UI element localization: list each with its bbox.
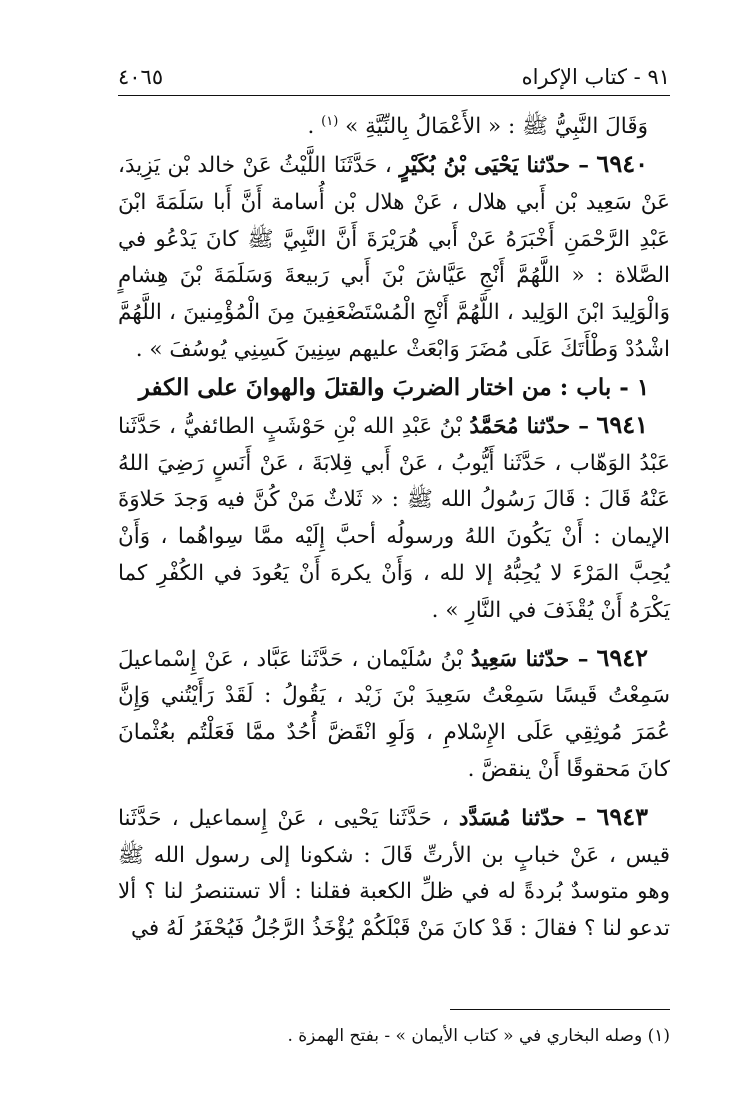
- hadith-lead: – حدّثنا يَحْيَى بْنُ بُكَيْرٍ: [399, 152, 589, 178]
- hadith-6943: [118, 799, 670, 948]
- chapter-title: ١ - باب : من اختار الضربَ والقتلَ والهوانَ على الكفر: [138, 373, 650, 401]
- intro-line: وَقَالَ النَّبِيُّ ﷺ : « الأَعْمَالُ بِالنِّيَّةِ » $^{(١)}$ .: [307, 114, 648, 140]
- section-title: ٩١ - كتاب الإكراه: [521, 65, 670, 89]
- paragraph-gap: [118, 630, 670, 640]
- hadith-lead: – حدّثنا سَعِيدُ: [470, 646, 589, 672]
- page-number: ٤٠٦٥: [118, 65, 164, 89]
- hadith-number: ٦٩٤٣: [596, 801, 648, 831]
- book-page: [118, 62, 670, 1062]
- hadith-6940: [118, 146, 670, 369]
- hadith-text: ، حَدَّثَنَا اللَّيْثُ عَنْ خالد بْن يَزِيدَ، عَنْ سَعِيد بْن أَبي هلال ، عَنْ هلال بْن أُسامة أَنَّ أَبا سَلَمَةَ ابْنَ عَبْدِ الرَّحْمَنِ أَخْبَرَهُ عَنْ أَبي هُرَيْرَةَ أَنَّ النَّبِيَّ ﷺ كانَ يَدْعُو في الصَّلاة : « اللَّهُمَّ أَنْجِ عَيَّاشَ بْنَ أَبي رَبيعةَ وَسَلَمَةَ بْنَ هِشامٍ وَالْوَلِيدَ ابْنَ الوَلِيد ، اللَّهُمَّ أَنْجِ الْمُسْتَضْعَفِينَ مِنَ الْمُؤْمِنينَ ، اللَّهُمَّ اشْدُدْ وَطْأَتَكَ عَلَى مُضَرَ وَابْعَثْ عليهم سِنِينَ كَسِنِي يُوسُفَ » .: [118, 152, 670, 362]
- hadith-lead: – حدّثنا مُحَمَّدُ: [469, 413, 589, 439]
- footnote-ref: (١): [321, 114, 339, 129]
- footnote: (١) وصله البخاري في « كتاب الأيمان » - بفتح الهمزة .: [287, 1026, 670, 1046]
- hadith-lead: – حدّثنا مُسَدَّد: [458, 805, 587, 831]
- running-header: [118, 62, 670, 96]
- hadith-text: بْنُ عَبْدِ الله بْنِ حَوْشَبٍ الطائفيُّ ، حَدَّثَنا عَبْدُ الوَهّاب ، حَدَّثَنا أَيُّوبُ ، عَنْ أَبي قِلابَةَ ، عَنْ أَنَسٍ رَضِيَ اللهُ عَنْهُ قَالَ : قَالَ رَسُولُ الله ﷺ : « ثَلاثٌ مَنْ كُنَّ فيه وَجدَ حَلاوَةَ الإيمان : أَنْ يَكُونَ اللهُ ورسولُه أحبَّ إِلَيْه ممَّا سِواهُما ، وَأَنْ يُحِبَّ المَرْءَ لا يُحِبُّهُ إلا لله ، وَأَنْ يكرهَ أَنْ يَعُودَ في الكُفْرِ كما يَكْرَهُ أَنْ يُقْذَفَ في النَّارِ » .: [118, 413, 670, 623]
- hadith-text: ، حَدَّثَنا يَحْيى ، عَنْ إِسماعيل ، حَدَّثَنا قيس ، عَنْ خبابٍ بن الأرتِّ قَالَ : شكونا إلى رسول الله ﷺ وهو متوسدٌ بُردةً له في ظلِّ الكعبة فقلنا : ألا تستنصرُ لنا ؟ ألا تدعو لنا ؟ فقالَ : قَدْ كانَ مَنْ قَبْلَكُمْ يُؤْخَذُ الرَّجُلُ فَيُحْفَرُ لَهُ في: [118, 805, 670, 942]
- hadith-text: بْنُ سُلَيْمان ، حَدَّثَنا عَبَّاد ، عَنْ إِسْماعيلَ سَمِعْتُ قَيسًا سَمِعْتُ سَعِيدَ بْنَ زَيْد ، يَقُولُ : لَقَدْ رَأَيْتُني وَإِنَّ عُمَرَ مُوثِقِي عَلَى الإِسْلامِ ، وَلَوِ انْقَضَّ أُحُدٌ ممَّا فَعَلْتُم بعُثْمانَ كانَ مَحقوقًا أَنْ ينقضَّ .: [118, 646, 670, 782]
- hadith-number: ٦٩٤٢: [596, 642, 649, 672]
- footnote-divider: [450, 1009, 670, 1010]
- hadith-number: ٦٩٤١: [596, 409, 648, 439]
- hadith-number: ٦٩٤٠: [596, 148, 648, 178]
- intro-text: وَقَالَ النَّبِيُّ ﷺ : « الأَعْمَالُ بِالنِّيَّةِ »: [345, 114, 648, 140]
- main-text: [118, 104, 670, 948]
- paragraph-gap: [118, 789, 670, 799]
- hadith-6942: [118, 640, 670, 789]
- header-divider: [118, 95, 670, 96]
- hadith-6941: [118, 407, 670, 630]
